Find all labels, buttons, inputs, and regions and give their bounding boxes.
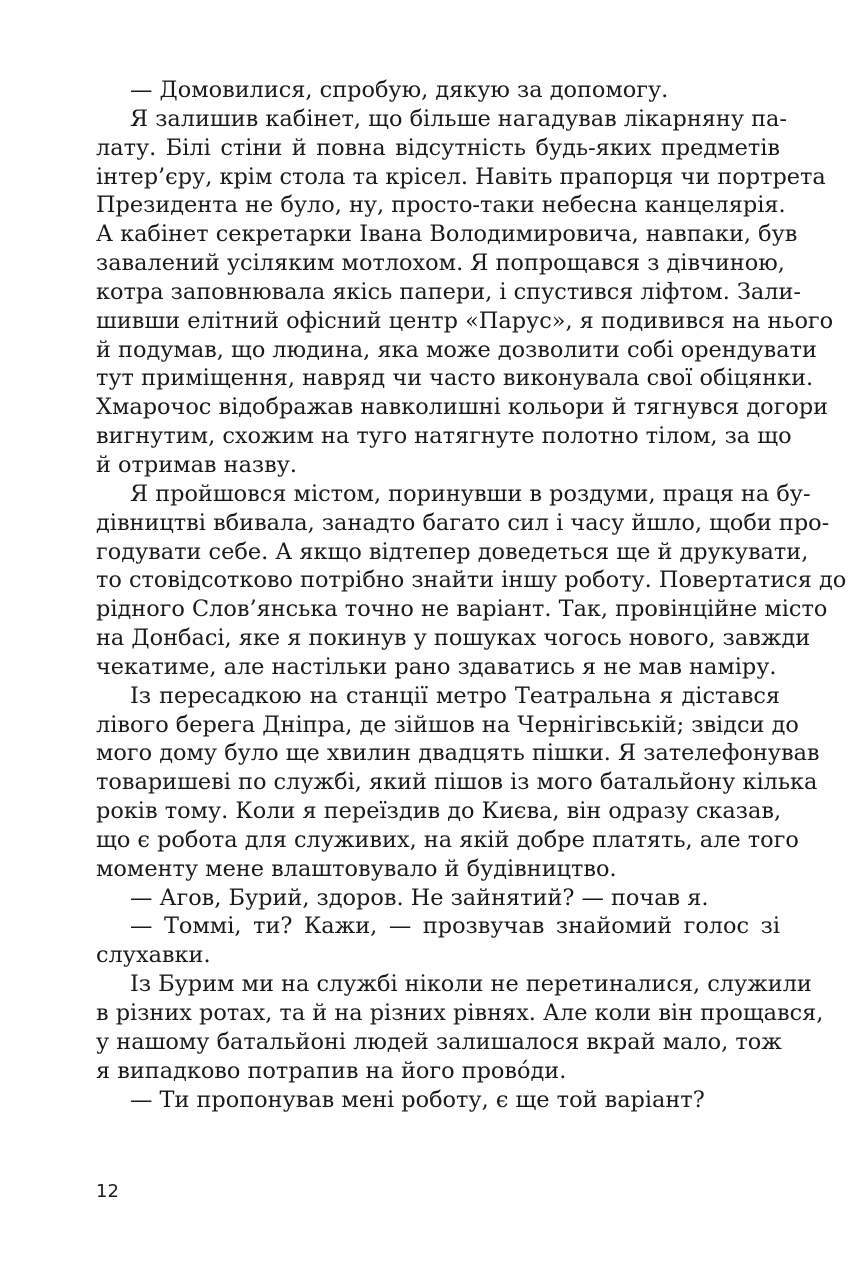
text-line: інтер’єру, крім стола та крісел. Навіть прапорця чи портрета xyxy=(96,163,826,190)
body-text xyxy=(96,76,847,1114)
text-line: то стовідсотково потрібно знайти іншу роботу. Повертатися до xyxy=(96,567,847,594)
paragraph xyxy=(96,682,820,884)
text-line: — Домовилися, спробую, дякую за допомогу. xyxy=(130,77,669,103)
text-line: шивши елітний офісний центр «Парус», я подивився на нього xyxy=(96,307,834,334)
text-line: чекатиме, але настільки рано здаватись я не мав наміру. xyxy=(96,653,777,680)
text-line: лівого берега Дніпра, де зійшов на Чернігівській; звідси до xyxy=(96,711,799,738)
text-line: й отримав назву. xyxy=(96,451,298,478)
text-line: Із Бурим ми на службі ніколи не перетиналися, служили xyxy=(130,971,812,998)
text-line: в різних ротах, та й на різних рівнях. Але коли він прощався, xyxy=(96,1000,824,1026)
text-line: на Донбасі, яке я покинув у пошуках чогось нового, завжди xyxy=(96,625,811,652)
text-line: товаришеві по службі, який пішов із мого батальйону кілька xyxy=(96,769,818,796)
text-line: Хмарочос відображав навколишні кольори й тягнувся догори xyxy=(96,394,829,421)
paragraph xyxy=(96,912,780,970)
text-line: — Агов, Бурий, здоров. Не зайнятий? — почав я. xyxy=(130,884,709,911)
text-line: котра заповнювала якісь папери, і спустився ліфтом. Зали- xyxy=(96,278,801,305)
text-line: й подумав, що людина, яка може дозволити собі орендувати xyxy=(96,336,817,363)
text-line: моменту мене влаштовувало й будівництво. xyxy=(96,855,617,882)
text-line: у нашому батальйоні людей залишалося вкрай мало, тож xyxy=(96,1028,782,1055)
text-line: мого дому було ще хвилин двадцять пішки. Я зателефонував xyxy=(96,740,820,767)
text-line: лату. Білі стіни й повна відсутність будь-яких предметів xyxy=(96,134,780,161)
text-line: я випадково потрапив на його прово́ди. xyxy=(96,1057,567,1084)
text-line: Із пересадкою на станції метро Театральна я дістався xyxy=(130,682,780,709)
paragraph xyxy=(96,105,834,480)
paragraph xyxy=(96,884,780,913)
paragraph xyxy=(96,76,780,105)
page-number: 12 xyxy=(96,1181,119,1202)
text-line: годувати себе. А якщо відтепер доведеться ще й друкувати, xyxy=(96,538,809,565)
text-line: що є робота для служивих, на якій добре платять, але того xyxy=(96,826,799,853)
paragraph xyxy=(96,970,824,1085)
text-line: рідного Слов’янська точно не варіант. Так, провінційне місто xyxy=(96,596,828,623)
text-line: Я залишив кабінет, що більше нагадував лікарняну па- xyxy=(130,105,787,132)
paragraph xyxy=(96,1086,780,1115)
text-line: вигнутим, схожим на туго натягнуте полотно тілом, за що xyxy=(96,423,792,450)
text-line: Президента не було, ну, просто-таки небесна канцелярія. xyxy=(96,192,786,219)
text-line: дівництві вбивала, занадто багато сил і часу йшло, щоби про- xyxy=(96,509,830,536)
text-line: років тому. Коли я переїздив до Києва, він одразу сказав, xyxy=(96,798,782,825)
text-line: Я пройшовся містом, поринувши в роздуми, праця на бу- xyxy=(130,480,811,507)
text-line: слухавки. xyxy=(96,942,211,969)
text-line: — Ти пропонував мені роботу, є ще той варіант? xyxy=(130,1086,705,1113)
text-line: А кабінет секретарки Івана Володимировича, навпаки, був xyxy=(96,221,798,248)
paragraph xyxy=(96,480,847,682)
text-line: — Томмі, ти? Кажи, — прозвучав знайомий голос зі xyxy=(130,913,780,940)
text-line: тут приміщення, навряд чи часто виконувала свої обіцянки. xyxy=(96,365,814,392)
text-line: завалений усіляким мотлохом. Я попрощався з дівчиною, xyxy=(96,250,785,277)
